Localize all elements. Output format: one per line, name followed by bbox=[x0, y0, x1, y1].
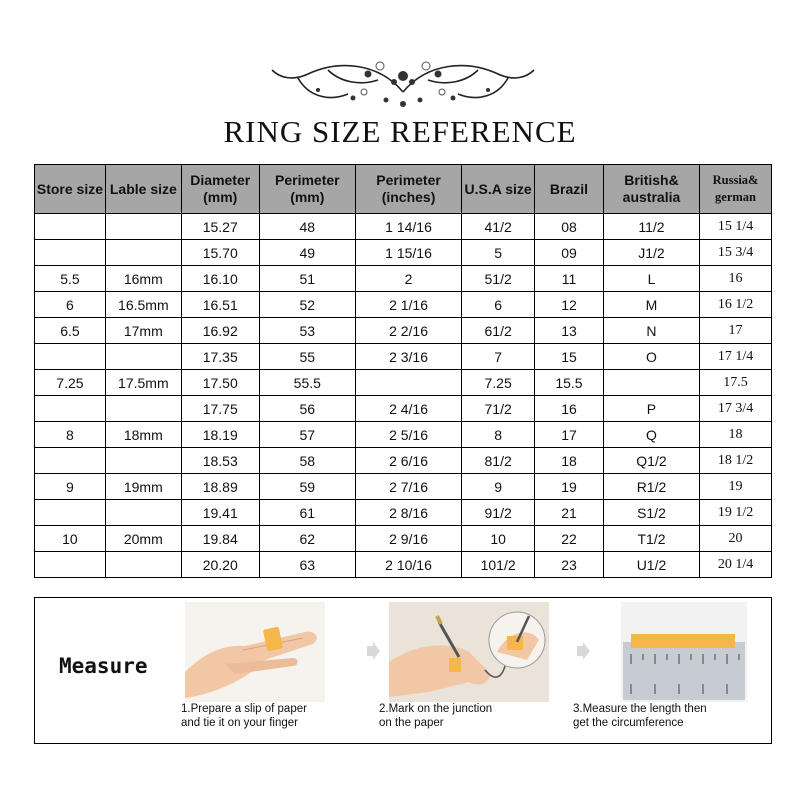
table-row bbox=[35, 396, 772, 422]
table-cell: 71/2 bbox=[462, 396, 535, 422]
table-cell: 17.75 bbox=[181, 396, 259, 422]
table-cell bbox=[105, 500, 181, 526]
table-cell: 23 bbox=[535, 552, 604, 578]
table-cell: 61 bbox=[259, 500, 355, 526]
table-cell: 18 bbox=[700, 422, 772, 448]
table-row bbox=[35, 474, 772, 500]
table-cell: 15 bbox=[535, 344, 604, 370]
table-cell: 55.5 bbox=[259, 370, 355, 396]
table-cell bbox=[35, 448, 106, 474]
table-cell: 13 bbox=[535, 318, 604, 344]
table-cell: 101/2 bbox=[462, 552, 535, 578]
table-cell: 15.70 bbox=[181, 240, 259, 266]
table-cell: P bbox=[603, 396, 699, 422]
table-cell: M bbox=[603, 292, 699, 318]
table-cell: 15.5 bbox=[535, 370, 604, 396]
table-cell: 6 bbox=[35, 292, 106, 318]
table-cell: 19 1/2 bbox=[700, 500, 772, 526]
table-cell: 58 bbox=[259, 448, 355, 474]
table-cell: L bbox=[603, 266, 699, 292]
table-cell: 19.84 bbox=[181, 526, 259, 552]
table-cell: 2 1/16 bbox=[355, 292, 461, 318]
table-cell bbox=[35, 552, 106, 578]
table-cell bbox=[35, 500, 106, 526]
table-cell: 20mm bbox=[105, 526, 181, 552]
table-row bbox=[35, 344, 772, 370]
table-cell: 18mm bbox=[105, 422, 181, 448]
table-cell bbox=[105, 214, 181, 240]
table-cell: 11 bbox=[535, 266, 604, 292]
table-cell: 18 1/2 bbox=[700, 448, 772, 474]
table-cell: U1/2 bbox=[603, 552, 699, 578]
table-cell: 17.50 bbox=[181, 370, 259, 396]
table-cell: 51 bbox=[259, 266, 355, 292]
table-cell: 62 bbox=[259, 526, 355, 552]
table-cell: 59 bbox=[259, 474, 355, 500]
table-row bbox=[35, 422, 772, 448]
table-cell: 19 bbox=[700, 474, 772, 500]
column-header: Perimeter (inches) bbox=[355, 165, 461, 214]
table-cell: 16.10 bbox=[181, 266, 259, 292]
table-cell: T1/2 bbox=[603, 526, 699, 552]
arrow-right-icon bbox=[365, 642, 381, 660]
table-cell: 49 bbox=[259, 240, 355, 266]
table-cell: 09 bbox=[535, 240, 604, 266]
table-cell: 57 bbox=[259, 422, 355, 448]
table-cell bbox=[105, 552, 181, 578]
table-cell bbox=[35, 240, 106, 266]
table-cell: 91/2 bbox=[462, 500, 535, 526]
table-cell: O bbox=[603, 344, 699, 370]
step1-caption: 1.Prepare a slip of paper and tie it on your finger bbox=[181, 703, 307, 729]
table-cell: 12 bbox=[535, 292, 604, 318]
table-cell: 6.5 bbox=[35, 318, 106, 344]
table-cell: 18.19 bbox=[181, 422, 259, 448]
table-row bbox=[35, 214, 772, 240]
table-cell bbox=[35, 344, 106, 370]
table-row bbox=[35, 448, 772, 474]
column-header: Perimeter (mm) bbox=[259, 165, 355, 214]
table-cell: 17 bbox=[535, 422, 604, 448]
column-header: Diameter (mm) bbox=[181, 165, 259, 214]
table-cell: 41/2 bbox=[462, 214, 535, 240]
column-header: U.S.A size bbox=[462, 165, 535, 214]
table-cell: 16 bbox=[535, 396, 604, 422]
table-cell: 15 3/4 bbox=[700, 240, 772, 266]
table-cell bbox=[105, 344, 181, 370]
table-cell: 10 bbox=[462, 526, 535, 552]
table-cell bbox=[105, 240, 181, 266]
step2-image bbox=[389, 602, 549, 702]
table-cell: 2 2/16 bbox=[355, 318, 461, 344]
table-cell: 17.5 bbox=[700, 370, 772, 396]
table-row bbox=[35, 292, 772, 318]
ring-size-table bbox=[34, 164, 772, 578]
arrow-right-icon bbox=[575, 642, 591, 660]
table-row bbox=[35, 526, 772, 552]
table-cell: 08 bbox=[535, 214, 604, 240]
table-row bbox=[35, 240, 772, 266]
table-cell: 2 7/16 bbox=[355, 474, 461, 500]
table-cell bbox=[105, 448, 181, 474]
table-cell: S1/2 bbox=[603, 500, 699, 526]
table-cell: 20 bbox=[700, 526, 772, 552]
table-cell: 16.5mm bbox=[105, 292, 181, 318]
table-cell: 19mm bbox=[105, 474, 181, 500]
table-cell: 18.53 bbox=[181, 448, 259, 474]
table-cell bbox=[105, 396, 181, 422]
table-cell: 2 9/16 bbox=[355, 526, 461, 552]
table-cell: 16 bbox=[700, 266, 772, 292]
table-cell: 2 8/16 bbox=[355, 500, 461, 526]
table-cell: R1/2 bbox=[603, 474, 699, 500]
step3-image bbox=[621, 602, 747, 702]
table-cell: 15 1/4 bbox=[700, 214, 772, 240]
table-cell: 56 bbox=[259, 396, 355, 422]
table-cell: 5 bbox=[462, 240, 535, 266]
table-cell: 7 bbox=[462, 344, 535, 370]
table-cell: 5.5 bbox=[35, 266, 106, 292]
table-cell: 17mm bbox=[105, 318, 181, 344]
table-cell: 15.27 bbox=[181, 214, 259, 240]
table-cell: N bbox=[603, 318, 699, 344]
measure-section bbox=[34, 597, 772, 744]
table-cell: 16 1/2 bbox=[700, 292, 772, 318]
table-cell: 1 14/16 bbox=[355, 214, 461, 240]
table-cell bbox=[35, 396, 106, 422]
table-cell: 18 bbox=[535, 448, 604, 474]
table-cell: 17.5mm bbox=[105, 370, 181, 396]
table-cell: 16mm bbox=[105, 266, 181, 292]
table-cell bbox=[603, 370, 699, 396]
table-cell: 21 bbox=[535, 500, 604, 526]
table-cell: 17 bbox=[700, 318, 772, 344]
table-row bbox=[35, 266, 772, 292]
table-cell: 2 6/16 bbox=[355, 448, 461, 474]
table-row bbox=[35, 500, 772, 526]
table-cell: 19 bbox=[535, 474, 604, 500]
step2-caption: 2.Mark on the junction on the paper bbox=[379, 703, 493, 729]
table-cell: 20 1/4 bbox=[700, 552, 772, 578]
table-cell: 1 15/16 bbox=[355, 240, 461, 266]
ornament-flourish bbox=[268, 52, 538, 120]
table-cell: 19.41 bbox=[181, 500, 259, 526]
table-cell: 2 bbox=[355, 266, 461, 292]
table-cell: 22 bbox=[535, 526, 604, 552]
table-cell: 7.25 bbox=[462, 370, 535, 396]
column-header: Russia& german bbox=[700, 165, 772, 214]
table-cell: 2 5/16 bbox=[355, 422, 461, 448]
step1-image bbox=[185, 602, 325, 702]
table-cell: 51/2 bbox=[462, 266, 535, 292]
table-cell: 18.89 bbox=[181, 474, 259, 500]
table-body bbox=[35, 214, 772, 578]
table-cell: 48 bbox=[259, 214, 355, 240]
table-cell bbox=[35, 214, 106, 240]
table-cell: Q bbox=[603, 422, 699, 448]
table-cell: 20.20 bbox=[181, 552, 259, 578]
table-cell: 16.92 bbox=[181, 318, 259, 344]
table-cell: 17 1/4 bbox=[700, 344, 772, 370]
measure-label: Measure bbox=[59, 654, 148, 678]
table-cell: 16.51 bbox=[181, 292, 259, 318]
table-cell: 8 bbox=[462, 422, 535, 448]
column-header: Brazil bbox=[535, 165, 604, 214]
table-cell: 7.25 bbox=[35, 370, 106, 396]
table-cell: 17.35 bbox=[181, 344, 259, 370]
table-cell: J1/2 bbox=[603, 240, 699, 266]
table-cell: 10 bbox=[35, 526, 106, 552]
column-header: Lable size bbox=[105, 165, 181, 214]
table-cell: 2 10/16 bbox=[355, 552, 461, 578]
table-cell: 6 bbox=[462, 292, 535, 318]
table-cell bbox=[355, 370, 461, 396]
table-cell: 61/2 bbox=[462, 318, 535, 344]
table-cell: 8 bbox=[35, 422, 106, 448]
table-cell: 9 bbox=[35, 474, 106, 500]
table-cell: 2 3/16 bbox=[355, 344, 461, 370]
table-row bbox=[35, 552, 772, 578]
table-cell: 2 4/16 bbox=[355, 396, 461, 422]
table-cell: 55 bbox=[259, 344, 355, 370]
table-cell: 53 bbox=[259, 318, 355, 344]
table-row bbox=[35, 370, 772, 396]
table-cell: 52 bbox=[259, 292, 355, 318]
table-cell: Q1/2 bbox=[603, 448, 699, 474]
table-header-row bbox=[35, 165, 772, 214]
table-cell: 63 bbox=[259, 552, 355, 578]
table-row bbox=[35, 318, 772, 344]
table-cell: 17 3/4 bbox=[700, 396, 772, 422]
step3-caption: 3.Measure the length then get the circumference bbox=[573, 703, 707, 729]
table-cell: 11/2 bbox=[603, 214, 699, 240]
table-cell: 9 bbox=[462, 474, 535, 500]
column-header: Store size bbox=[35, 165, 106, 214]
column-header: British& australia bbox=[603, 165, 699, 214]
table-cell: 81/2 bbox=[462, 448, 535, 474]
page-title: RING SIZE REFERENCE bbox=[223, 114, 577, 149]
